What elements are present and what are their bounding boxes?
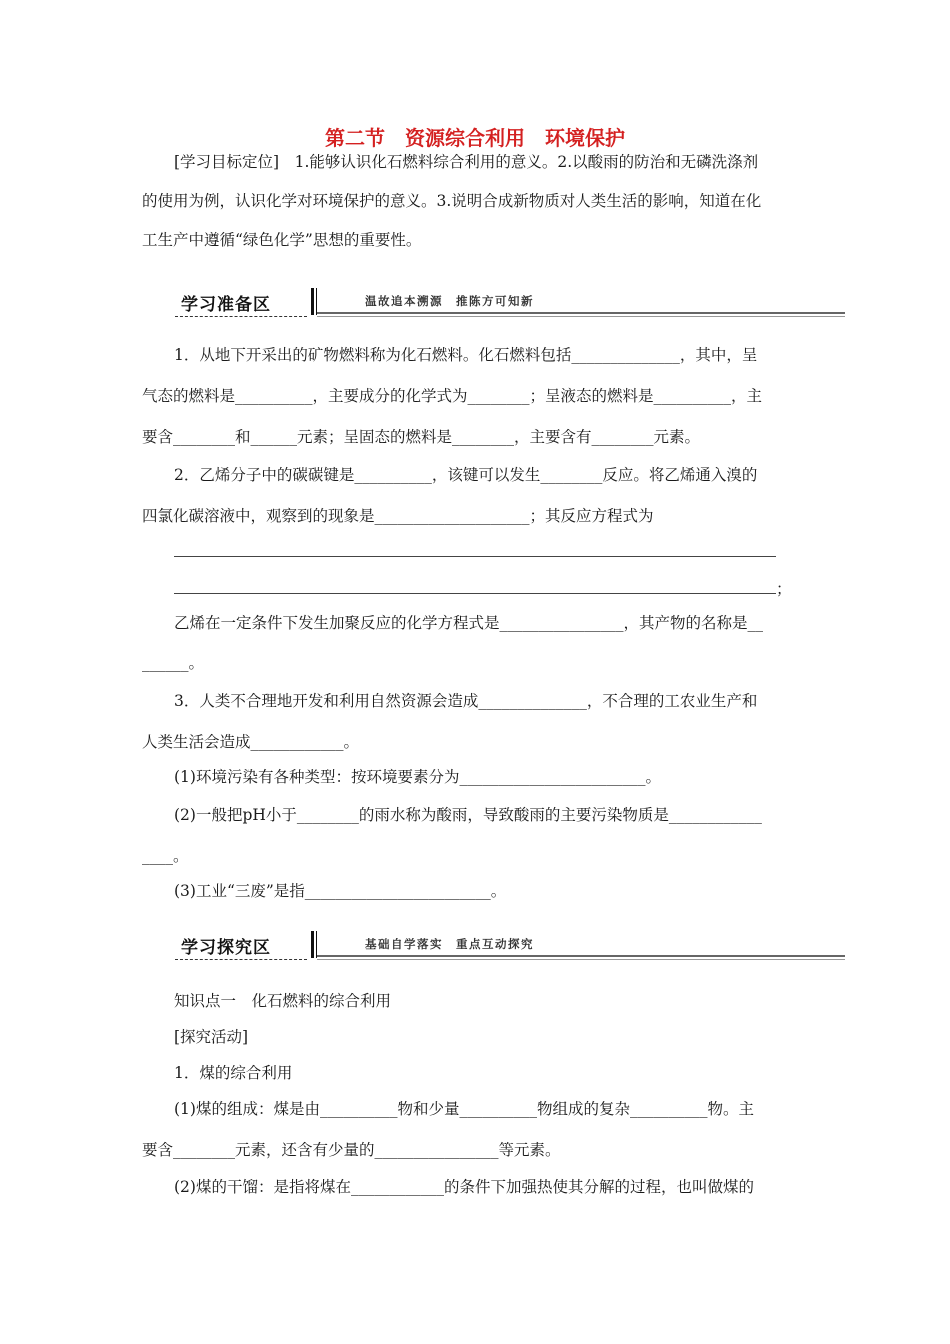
prep-q3-sub-2-line-2: ____。 xyxy=(142,847,189,865)
banner-label: 学习准备区 xyxy=(181,295,271,315)
banner-tagline: 基础自学落实 重点互动探究 xyxy=(365,937,534,951)
banner-divider-bar xyxy=(311,288,314,315)
objectives-line-2: 的使用为例，认识化学对环境保护的意义。3.说明合成新物质对人类生活的影响，知道在化 xyxy=(142,192,762,210)
answer-line xyxy=(174,556,776,557)
prep-q3-line-1: 3．人类不合理地开发和利用自然资源会造成______________，不合理的工农业生产和 xyxy=(174,692,758,710)
page-title: 第二节 资源综合利用 环境保护 xyxy=(325,126,625,150)
coal-heading: 1．煤的综合利用 xyxy=(174,1064,293,1082)
prep-q1-line-3: 要含________和______元素；呈固态的燃料是________，主要含有________元素。 xyxy=(142,428,701,446)
banner-divider-bar xyxy=(311,931,314,958)
banner-label: 学习探究区 xyxy=(181,938,271,958)
prep-q2-line-3: 乙烯在一定条件下发生加聚反应的化学方程式是________________，其产物的名称是__ xyxy=(174,614,764,632)
prep-q3-sub-3: (3)工业“三废”是指________________________。 xyxy=(174,882,507,900)
prep-q3-line-2: 人类生活会造成____________。 xyxy=(142,733,360,751)
prep-q2-line-4: ______。 xyxy=(142,654,205,672)
section-banner-explore xyxy=(175,929,845,969)
activity-heading: [探究活动] xyxy=(174,1028,249,1046)
banner-dashed-underline xyxy=(175,316,307,317)
prep-q3-sub-2-line-1: (2)一般把pH小于________的雨水称为酸雨，导致酸雨的主要污染物质是____________ xyxy=(174,806,762,824)
banner-divider-bar-thin xyxy=(316,288,317,315)
knowledge-point-heading: 知识点一 化石燃料的综合利用 xyxy=(174,992,392,1010)
prep-q3-sub-1: (1)环境污染有各种类型：按环境要素分为________________________。 xyxy=(174,768,661,786)
prep-q1-line-1: 1．从地下开采出的矿物燃料称为化石燃料。化石燃料包括______________，其中，呈 xyxy=(174,346,758,364)
objectives-line-3: 工生产中遵循“绿色化学”思想的重要性。 xyxy=(142,231,422,249)
prep-q2-line-2: 四氯化碳溶液中，观察到的现象是____________________；其反应方程式为 xyxy=(142,507,654,525)
banner-tagline: 温故追本溯源 推陈方可知新 xyxy=(365,294,534,308)
prep-q1-line-2: 气态的燃料是__________，主要成分的化学式为________；呈液态的燃料是__________，主 xyxy=(142,387,763,405)
banner-rule xyxy=(317,955,845,957)
coal-q1-line-2: 要含________元素，还含有少量的________________等元素。 xyxy=(142,1141,561,1159)
banner-divider-bar-thin xyxy=(316,931,317,958)
banner-rule-thin xyxy=(317,316,845,317)
objectives-line-1: [学习目标定位] 1.能够认识化石燃料综合利用的意义。2.以酸雨的防治和无磷洗涤剂 xyxy=(174,153,759,171)
coal-q2-line-1: (2)煤的干馏：是指将煤在____________的条件下加强热使其分解的过程，也叫做煤的 xyxy=(174,1178,754,1196)
answer-semicolon: ； xyxy=(776,580,792,598)
prep-q2-line-1: 2．乙烯分子中的碳碳键是__________，该键可以发生________反应。将乙烯通入溴的 xyxy=(174,466,758,484)
banner-rule xyxy=(317,312,845,314)
banner-dashed-underline xyxy=(175,959,307,960)
banner-rule-thin xyxy=(317,959,845,960)
coal-q1-line-1: (1)煤的组成：煤是由__________物和少量__________物组成的复杂__________物。主 xyxy=(174,1100,754,1118)
answer-line xyxy=(174,593,776,594)
section-banner-prep xyxy=(175,286,845,326)
